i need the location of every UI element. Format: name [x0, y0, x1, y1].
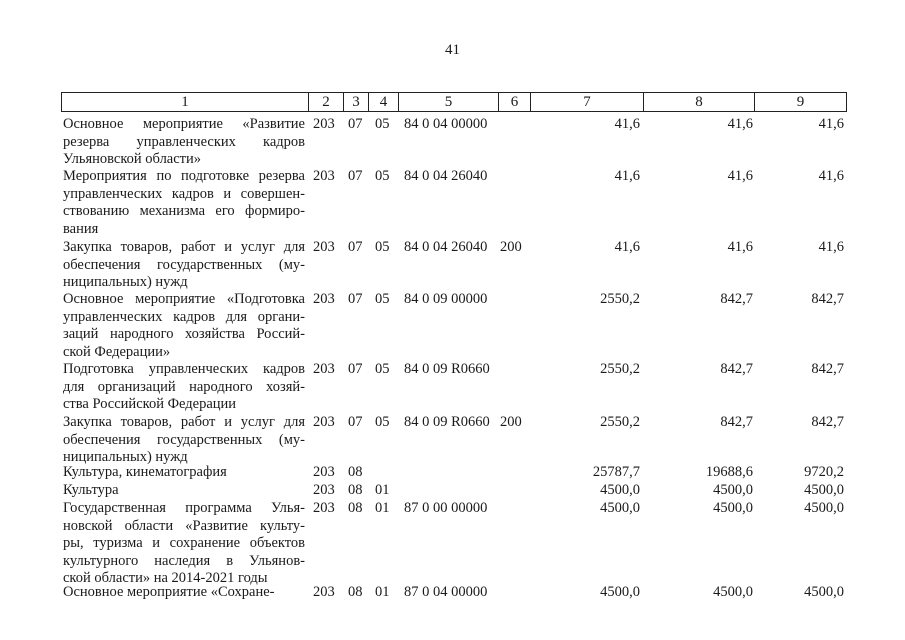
row-name-line: ниципальных) нужд — [63, 449, 188, 465]
cell-col-5: 84 0 09 R0660 — [404, 414, 490, 430]
row-name — [63, 361, 305, 414]
row-name-line: обеспечения государственных (му- — [63, 256, 305, 273]
cell-col-7: 4500,0 — [600, 500, 640, 516]
row-name — [63, 500, 305, 588]
cell-col-2: 203 — [313, 361, 335, 377]
cell-col-6: 200 — [500, 239, 522, 255]
row-name-line: управленческих кадров для органи- — [63, 308, 305, 325]
row-name — [63, 239, 305, 292]
cell-col-5: 84 0 04 26040 — [404, 239, 488, 255]
header-col-9: 9 — [796, 94, 805, 110]
cell-col-2: 203 — [313, 291, 335, 307]
cell-col-3: 07 — [348, 168, 363, 184]
header-col-3: 3 — [344, 93, 369, 111]
cell-col-8: 41,6 — [727, 239, 753, 255]
row-name — [63, 584, 305, 602]
cell-col-8: 4500,0 — [713, 584, 753, 600]
cell-col-2: 203 — [313, 239, 335, 255]
cell-col-5: 84 0 04 00000 — [404, 116, 488, 132]
row-name-line: Ульяновской области» — [63, 151, 202, 167]
cell-col-2: 203 — [313, 500, 335, 516]
cell-col-7: 2550,2 — [600, 361, 640, 377]
row-name — [63, 482, 305, 500]
cell-col-7: 41,6 — [614, 239, 640, 255]
row-name-line: Основное мероприятие «Развитие — [63, 116, 305, 132]
row-name-line: ниципальных) нужд — [63, 274, 188, 290]
cell-col-9: 4500,0 — [804, 500, 844, 516]
cell-col-4: 01 — [375, 584, 390, 600]
cell-col-5: 84 0 04 26040 — [404, 168, 488, 184]
cell-col-6: 200 — [500, 414, 522, 430]
header-col-2: 2 — [309, 93, 344, 111]
row-name-line: вания — [63, 220, 99, 237]
cell-col-9: 41,6 — [818, 116, 844, 132]
cell-col-3: 08 — [348, 464, 363, 480]
cell-col-9: 842,7 — [811, 361, 844, 377]
cell-col-9: 4500,0 — [804, 584, 844, 600]
row-name-line: ры, туризма и сохранение объектов — [63, 535, 305, 551]
cell-col-7: 41,6 — [614, 168, 640, 184]
row-name-line: Основное мероприятие «Подготовка — [63, 291, 305, 307]
cell-col-3: 07 — [348, 361, 363, 377]
row-name-line: культурного наследия в Ульянов- — [63, 552, 305, 569]
cell-col-5: 87 0 00 00000 — [404, 500, 488, 516]
row-name-line: ской области» на 2014-2021 годы — [63, 570, 268, 586]
cell-col-3: 08 — [348, 482, 363, 498]
cell-col-4: 05 — [375, 239, 390, 255]
row-name-line: ской Федерации» — [63, 343, 171, 360]
row-name-line: обеспечения государственных (му- — [63, 431, 305, 448]
cell-col-4: 05 — [375, 361, 390, 377]
row-name-line: Закупка товаров, работ и услуг для — [63, 414, 305, 430]
cell-col-4: 01 — [375, 482, 390, 498]
header-col-6: 6 — [499, 93, 531, 111]
row-name-line: управленческих кадров и совершен- — [63, 185, 305, 202]
row-name — [63, 464, 305, 482]
cell-col-7: 2550,2 — [600, 291, 640, 307]
row-name-line: резерва управленческих кадров — [63, 133, 305, 150]
cell-col-8: 4500,0 — [713, 500, 753, 516]
cell-col-5: 84 0 09 00000 — [404, 291, 488, 307]
cell-col-8: 19688,6 — [705, 464, 753, 480]
cell-col-2: 203 — [313, 584, 335, 600]
row-name-line: для организаций народного хозяй- — [63, 378, 305, 395]
row-name — [63, 168, 305, 238]
cell-col-3: 07 — [348, 414, 363, 430]
page-number: 41 — [445, 42, 460, 58]
cell-col-2: 203 — [313, 482, 335, 498]
cell-col-8: 842,7 — [720, 361, 753, 377]
row-name — [63, 414, 305, 467]
row-name-line: Закупка товаров, работ и услуг для — [63, 239, 305, 255]
cell-col-4: 05 — [375, 116, 390, 132]
cell-col-7: 41,6 — [614, 116, 640, 132]
row-name-line: Подготовка управленческих кадров — [63, 361, 305, 377]
table-header — [61, 92, 847, 112]
cell-col-9: 4500,0 — [804, 482, 844, 498]
cell-col-8: 41,6 — [727, 116, 753, 132]
cell-col-8: 41,6 — [727, 168, 753, 184]
cell-col-5: 87 0 04 00000 — [404, 584, 488, 600]
cell-col-7: 4500,0 — [600, 584, 640, 600]
cell-col-7: 2550,2 — [600, 414, 640, 430]
header-col-1: 1 — [62, 93, 309, 111]
cell-col-7: 4500,0 — [600, 482, 640, 498]
cell-col-8: 842,7 — [720, 414, 753, 430]
header-col-5: 5 — [399, 93, 499, 111]
cell-col-5: 84 0 09 R0660 — [404, 361, 490, 377]
cell-col-8: 842,7 — [720, 291, 753, 307]
cell-col-3: 07 — [348, 291, 363, 307]
cell-col-9: 41,6 — [818, 168, 844, 184]
row-name-line: ствованию механизма его формиро- — [63, 203, 305, 219]
row-name — [63, 291, 305, 361]
cell-col-4: 01 — [375, 500, 390, 516]
row-name-line: заций народного хозяйства Россий- — [63, 326, 305, 342]
cell-col-3: 08 — [348, 500, 363, 516]
row-name-line: Государственная программа Улья- — [63, 500, 305, 516]
cell-col-8: 4500,0 — [713, 482, 753, 498]
cell-col-4: 05 — [375, 291, 390, 307]
cell-col-2: 203 — [313, 414, 335, 430]
cell-col-4: 05 — [375, 168, 390, 184]
cell-col-3: 08 — [348, 584, 363, 600]
cell-col-3: 07 — [348, 116, 363, 132]
header-col-7: 7 — [531, 93, 644, 111]
cell-col-2: 203 — [313, 464, 335, 480]
cell-col-2: 203 — [313, 116, 335, 132]
row-name-line: Основное мероприятие «Сохране- — [63, 584, 275, 600]
cell-col-9: 842,7 — [811, 291, 844, 307]
row-name-line: ства Российской Федерации — [63, 396, 237, 412]
header-col-8: 8 — [644, 93, 755, 111]
cell-col-9: 41,6 — [818, 239, 844, 255]
row-name-line: Мероприятия по подготовке резерва — [63, 168, 305, 184]
row-name-line: Культура, кинематография — [63, 464, 227, 480]
cell-col-9: 842,7 — [811, 414, 844, 430]
cell-col-3: 07 — [348, 239, 363, 255]
cell-col-2: 203 — [313, 168, 335, 184]
row-name-line: Культура — [63, 482, 119, 498]
cell-col-4: 05 — [375, 414, 390, 430]
header-col-4: 4 — [369, 93, 399, 111]
row-name-line: новской области «Развитие культу- — [63, 517, 305, 534]
cell-col-7: 25787,7 — [592, 464, 640, 480]
cell-col-9: 9720,2 — [804, 464, 844, 480]
row-name — [63, 116, 305, 169]
